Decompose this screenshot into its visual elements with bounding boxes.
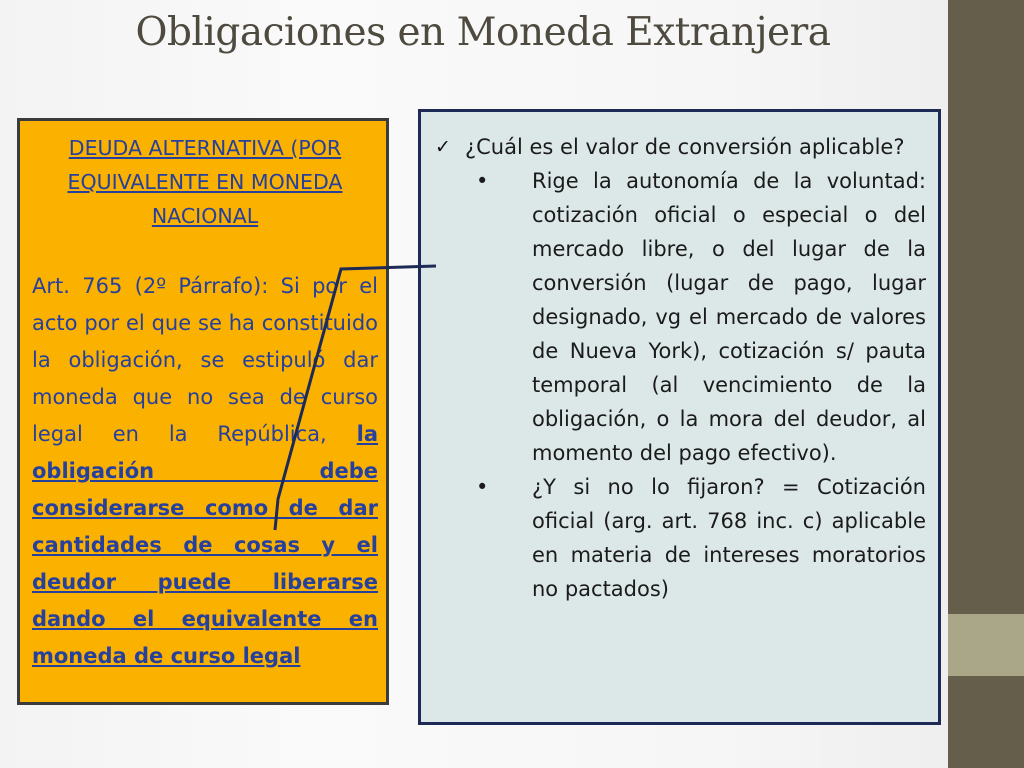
conversion-value-box — [418, 109, 941, 725]
conversion-question: ¿Cuál es el valor de conversión aplicable? — [465, 135, 905, 159]
conversion-question-row — [433, 130, 926, 164]
article-765-emphasis: la obligación debe considerarse como de dar cantidades de cosas y el deudor puede liberarse dando el equivalente en moneda de curso legal — [32, 422, 378, 668]
bullet-item — [476, 470, 926, 606]
decorative-sidebar-band — [948, 614, 1024, 676]
bullet-text-default: ¿Y si no lo fijaron? = Cotización oficial (arg. art. 768 inc. c) aplicable en materia de intereses moratorios no pactados) — [532, 475, 926, 601]
alternative-debt-box — [17, 118, 389, 705]
bullet-item — [476, 164, 926, 470]
bullet-icon: • — [476, 169, 489, 193]
checkmark-icon: ✓ — [435, 136, 451, 158]
alternative-debt-heading: DEUDA ALTERNATIVA (POR EQUIVALENTE EN MONEDA NACIONAL — [67, 136, 343, 228]
slide-title: Obligaciones en Moneda Extranjera — [135, 10, 831, 55]
bullet-text-autonomy: Rige la autonomía de la voluntad: cotización oficial o especial o del mercado libre, o del lugar de la conversión (lugar de pago, lugar designado, vg el mercado de valores de Nueva York), cotización s/ pauta temporal (al vencimiento de la obligación, o la mora del deudor, al momento del pago efectivo). — [532, 169, 926, 465]
bullet-icon: • — [476, 475, 489, 499]
article-765-text — [32, 268, 378, 675]
article-765-plain: Art. 765 (2º Párrafo): Si por el acto por el que se ha constituido la obligación, se estipuló dar moneda que no sea de curso legal en la República, — [32, 274, 378, 446]
